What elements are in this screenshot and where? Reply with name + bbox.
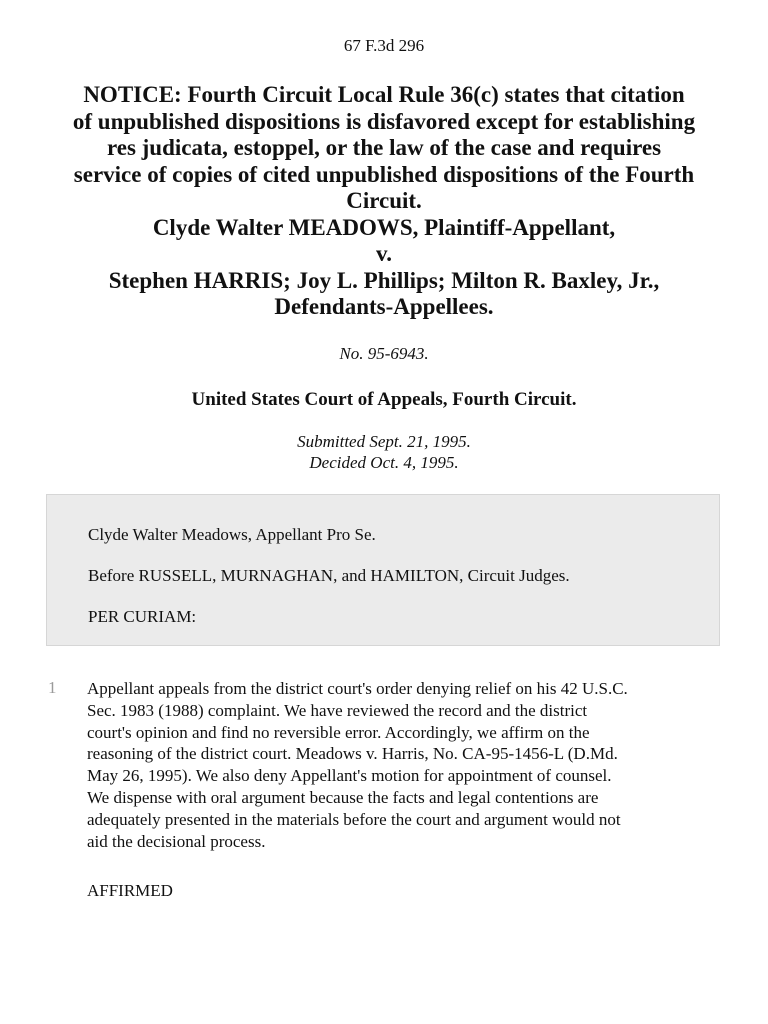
case-info-panel — [46, 494, 720, 646]
counsel-line: Clyde Walter Meadows, Appellant Pro Se. — [88, 525, 376, 544]
plaintiff-line: Clyde Walter MEADOWS, Plaintiff-Appellant, — [152, 214, 616, 240]
submitted-date: Submitted Sept. 21, 1995. — [297, 432, 471, 451]
opinion-line: Sec. 1983 (1988) complaint. We have reviewed the record and the district — [87, 700, 588, 720]
opinion-paragraph — [87, 678, 727, 852]
opinion-line: Appellant appeals from the district court's order denying relief on his 42 U.S.C. — [87, 679, 628, 698]
judges-line: Before RUSSELL, MURNAGHAN, and HAMILTON, Circuit Judges. — [88, 566, 570, 585]
notice-line: NOTICE: Fourth Circuit Local Rule 36(c) states that citation — [83, 82, 685, 107]
disposition: AFFIRMED — [87, 881, 173, 900]
opinion-line: reasoning of the district court. Meadows v. Harris, No. CA-95-1456-L (D.Md. — [87, 744, 618, 764]
docket-number: No. 95-6943. — [339, 344, 429, 363]
court-name: United States Court of Appeals, Fourth Circuit. — [191, 389, 577, 410]
defendants-line: Defendants-Appellees. — [274, 294, 494, 319]
notice-line: res judicata, estoppel, or the law of the case and requires — [106, 135, 662, 160]
defendants-line: Stephen HARRIS; Joy L. Phillips; Milton R. Baxley, Jr., — [108, 267, 660, 293]
notice-line: of unpublished dispositions is disfavored except for establishing — [72, 108, 696, 134]
citation: 67 F.3d 296 — [343, 36, 425, 55]
decided-date: Decided Oct. 4, 1995. — [309, 453, 459, 472]
opinion-line: adequately presented in the materials before the court and argument would not — [87, 809, 621, 829]
opinion-line: court's opinion and find no reversible error. Accordingly, we affirm on the — [87, 722, 590, 742]
per-curiam-line: PER CURIAM: — [88, 607, 197, 626]
case-dates — [0, 431, 768, 473]
notice-line: service of copies of cited unpublished dispositions of the Fourth — [73, 161, 695, 187]
case-heading — [30, 82, 738, 321]
paragraph-number: 1 — [48, 678, 57, 697]
opinion-line: May 26, 1995). We also deny Appellant's motion for appointment of counsel. — [87, 766, 612, 786]
versus-line: v. — [376, 241, 392, 266]
opinion-line: We dispense with oral argument because the facts and legal contentions are — [87, 787, 599, 807]
opinion-line: aid the decisional process. — [87, 831, 266, 851]
notice-line: Circuit. — [346, 188, 422, 213]
